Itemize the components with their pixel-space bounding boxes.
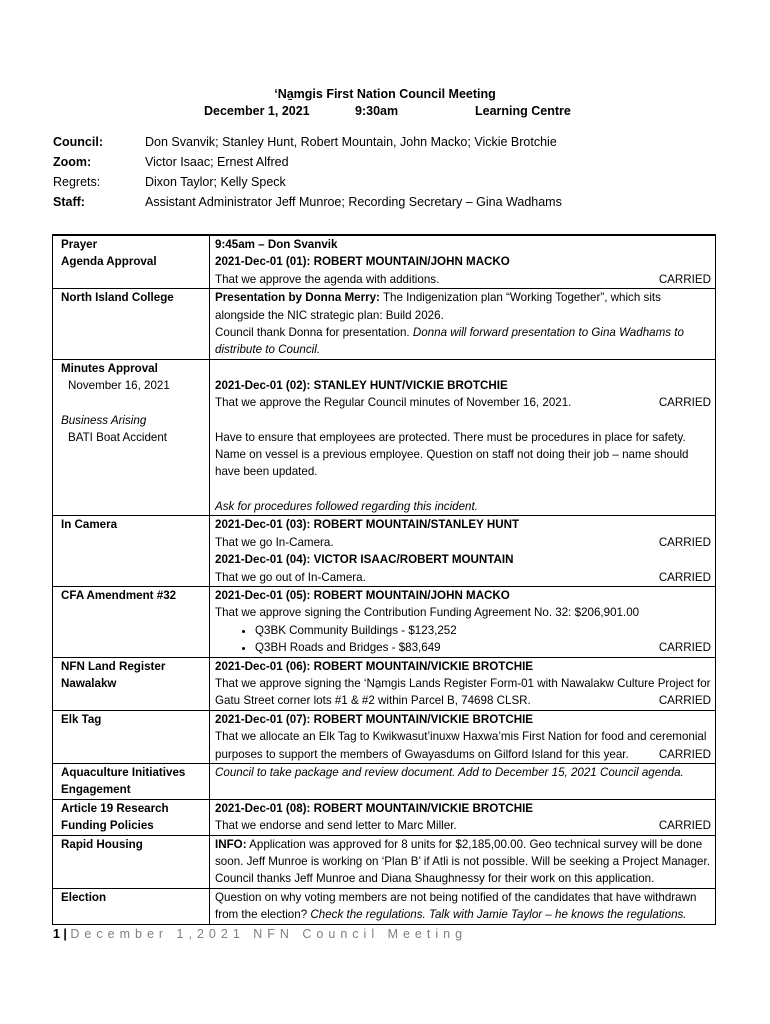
info-text: Application was approved for 8 units for $2,185,00.00. Geo technical survey will be done soon. Jeff Munroe is working on ‘Plan B’ if Atli is not possible. Will be seeking a Project Manager. Council thanks Jeff Munroe and Diana Shaughnessy for their work on this application. xyxy=(215,837,710,886)
row-label: Elk Tag xyxy=(53,710,210,763)
page-number: 1 xyxy=(53,927,60,941)
motion-text: That we approve the agenda with additions. xyxy=(215,272,440,286)
row-label: In Camera xyxy=(53,516,210,587)
table-row xyxy=(53,253,716,288)
row-label: Agenda Approval xyxy=(53,253,210,288)
attendance-zoom-label: Zoom: xyxy=(53,155,92,169)
table-row xyxy=(53,763,716,799)
row-label: Prayer xyxy=(53,235,210,253)
motion-text: That we approve signing the ‘Na̱mgis Lands Register Form-01 with Nawalakw Culture Project for Gatu Street corner lots #1 & #2 within Parcel B, 74698 CLSR. xyxy=(215,676,711,708)
info-label: INFO: xyxy=(215,837,247,851)
motion-result: CARRIED xyxy=(658,694,711,708)
list-item: • Q3BH Roads and Bridges - $83,649 CARRIED xyxy=(255,639,711,656)
motion-text: That we approve signing the Contribution Funding Agreement No. 32: $206,901.00 xyxy=(215,606,640,620)
row-sublabel: BATI Boat Accident xyxy=(68,431,168,445)
motion-result: CARRIED xyxy=(658,272,711,286)
row-sublabel: Business Arising xyxy=(61,413,147,427)
motion-result: CARRIED xyxy=(658,570,711,584)
motion-result: CARRIED xyxy=(658,535,711,549)
meeting-date: December 1, 2021 xyxy=(204,104,310,118)
row-label: NFN Land Register xyxy=(61,659,166,673)
question-text: Question on why voting members are not being notified of the candidates that have withdrawn from the election? xyxy=(215,890,697,922)
attendance-regrets-label: Regrets: xyxy=(53,175,101,189)
motion-text: That we allocate an Elk Tag to Kwikwasut’inuxw Haxwa’mis First Nation for food and ceremonial purposes to support the members of Gwayasdums on Gilford Island for this year. xyxy=(215,730,707,761)
row-label: Engagement xyxy=(61,783,131,797)
meeting-title: ‘Na̱mgis First Nation Council Meeting xyxy=(274,87,496,101)
attendance-council-label: Council: xyxy=(53,135,103,149)
presenter: Presentation by Donna Merry: xyxy=(215,291,380,305)
row-label: Rapid Housing xyxy=(53,835,210,888)
motion-result: CARRIED xyxy=(658,819,711,833)
motion-number: 2021-Dec-01 (02): STANLEY HUNT/VICKIE BROTCHIE xyxy=(215,378,508,392)
row-label: Minutes Approval xyxy=(61,361,158,375)
motion-text: That we go out of In-Camera. xyxy=(215,570,366,584)
list-item: • Q3BK Community Buildings - $123,252 xyxy=(255,622,711,639)
row-label: North Island College xyxy=(53,289,210,360)
table-row xyxy=(53,710,716,763)
minutes-table xyxy=(52,234,716,925)
page-footer xyxy=(53,927,467,941)
footer-text: December 1,2021 NFN Council Meeting xyxy=(70,927,468,941)
row-label: Aquaculture Initiatives xyxy=(61,765,186,779)
table-row xyxy=(53,359,716,515)
meeting-time: 9:30am xyxy=(355,104,399,118)
table-row xyxy=(53,516,716,587)
council-thanks: Council thank Donna for presentation. xyxy=(215,326,413,340)
motion-number: 2021-Dec-01 (03): ROBERT MOUNTAIN/STANLEY HUNT xyxy=(215,518,520,532)
action-item: Check the regulations. Talk with Jamie Taylor – he knows the regulations. xyxy=(310,908,687,922)
row-label: CFA Amendment #32 xyxy=(53,586,210,657)
action-item: Ask for procedures followed regarding this incident. xyxy=(215,499,478,513)
footer-separator: | xyxy=(59,927,71,941)
table-row xyxy=(53,799,716,835)
table-row xyxy=(53,835,716,888)
attendance-council-value: Don Svanvik; Stanley Hunt, Robert Mountain, John Macko; Vickie Brotchie xyxy=(145,135,557,149)
attendance-staff-label: Staff: xyxy=(53,195,85,209)
row-sublabel: November 16, 2021 xyxy=(68,379,170,393)
motion-text: That we endorse and send letter to Marc Miller. xyxy=(215,819,457,833)
motion-number: 2021-Dec-01 (08): ROBERT MOUNTAIN/VICKIE BROTCHIE xyxy=(215,801,534,815)
table-row xyxy=(53,888,716,924)
table-row xyxy=(53,289,716,360)
presentation-text: The Indigenization plan “Working Together”, which sits alongside the NIC strategic plan: Build 2026. xyxy=(215,291,661,322)
motion-result: CARRIED xyxy=(658,641,711,655)
funding-list xyxy=(215,622,711,657)
motion-text: That we approve the Regular Council minutes of November 16, 2021. xyxy=(215,396,572,410)
table-row xyxy=(53,657,716,710)
action-item: Donna will forward presentation to Gina Wadhams to distribute to Council. xyxy=(215,326,684,357)
motion-number: 2021-Dec-01 (07): ROBERT MOUNTAIN/VICKIE BROTCHIE xyxy=(215,712,534,726)
motion-result: CARRIED xyxy=(658,747,711,761)
meeting-location: Learning Centre xyxy=(475,104,571,118)
table-row xyxy=(53,586,716,657)
attendance-zoom-value: Victor Isaac; Ernest Alfred xyxy=(145,155,289,169)
motion-text: That we go In-Camera. xyxy=(215,535,334,549)
row-label: Funding Policies xyxy=(61,819,154,833)
attendance-staff-value: Assistant Administrator Jeff Munroe; Recording Secretary – Gina Wadhams xyxy=(145,195,562,209)
discussion-note: Have to ensure that employees are protected. There must be procedures in place for safety. Name on vessel is a previous employee. Question on staff not doing their job – name should have been updated. xyxy=(215,430,689,479)
motion-number: 2021-Dec-01 (05): ROBERT MOUNTAIN/JOHN MACKO xyxy=(215,588,510,602)
row-label: Election xyxy=(53,888,210,924)
table-row xyxy=(53,235,716,253)
row-label: Nawalakw xyxy=(61,676,117,690)
motion-result: CARRIED xyxy=(658,396,711,410)
action-item: Council to take package and review document. Add to December 15, 2021 Council agenda. xyxy=(215,765,684,779)
prayer-time: 9:45am – Don Svanvik xyxy=(215,238,338,251)
row-label: Article 19 Research xyxy=(61,801,169,815)
motion-number: 2021-Dec-01 (01): ROBERT MOUNTAIN/JOHN MACKO xyxy=(215,255,510,269)
attendance-regrets-value: Dixon Taylor; Kelly Speck xyxy=(145,175,286,189)
motion-number: 2021-Dec-01 (06): ROBERT MOUNTAIN/VICKIE BROTCHIE xyxy=(215,659,534,673)
motion-number: 2021-Dec-01 (04): VICTOR ISAAC/ROBERT MOUNTAIN xyxy=(215,553,514,567)
